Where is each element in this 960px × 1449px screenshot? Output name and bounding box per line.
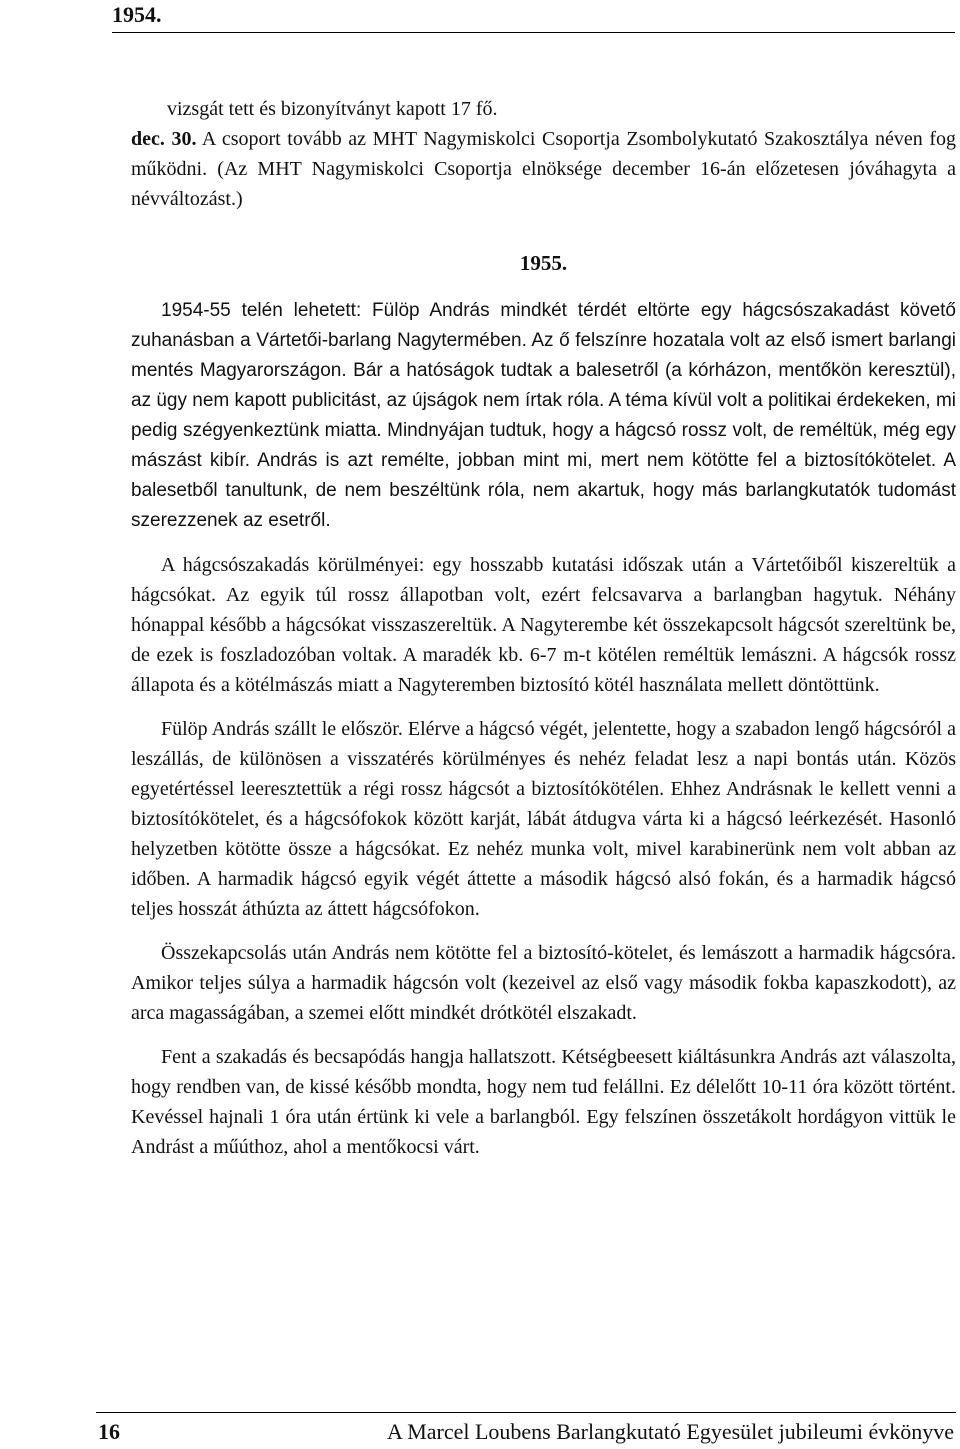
page-body: [131, 94, 956, 1176]
page-number: 16: [98, 1419, 120, 1444]
entry-continuation: [131, 94, 956, 124]
paragraph-intro: 1954-55 telén lehetett: Fülöp András mindkét térdét eltörte egy hágcsószakadást követő zuhanásban a Vártetői-barlang Nagytermében. Az ő felszínre hozatala volt az első ismert barlangi mentés Magyarországon. Bár a hatóságok tudtak a balesetről (a kórházon, mentőkön keresztül), az ügy nem kapott publicitást, az újságok nem írtak róla. A téma kívül volt a politikai érdekeken, mi pedig szégyenkeztünk miatta. Mindnyájan tudtuk, hogy a hágcsó rossz volt, de reméltük, még egy mászást kibír. András is azt remélte, jobban mint mi, mert nem kötötte fel a biztosítókötelet. A balesetből tanultunk, de nem beszéltünk róla, nem akartuk, hogy más barlangkutatók tudomást szerezzenek az esetről.: [131, 300, 956, 531]
header-rule: [112, 32, 955, 33]
running-header-year: 1954.: [112, 2, 162, 27]
entry-text: A csoport tovább az MHT Nagymiskolci Csoportja Zsombolykutató Szakosztálya néven fog működni. (Az MHT Nagymiskolci Csoportja elnöksége december 16-án előzetesen jóváhagyta a névváltozást.): [131, 128, 956, 210]
paragraph: A hágcsószakadás körülményei: egy hosszabb kutatási időszak után a Vártetőiből kiszereltük a hágcsókat. Az egyik túl rossz állapotban volt, ezért felcsavarva a barlangban hagytuk. Néhány hónappal később a hágcsókat visszaszereltük. A Nagyterembe két összekapcsolt hágcsót szereltünk be, de ezek is foszladozóban voltak. A maradék kb. 6-7 m-t kötélen reméltük lemászni. A hágcsók rossz állapota és a kötélmászás miatt a Nagyteremben biztosító kötél használata mellett döntöttünk.: [131, 554, 956, 696]
year-heading: 1955.: [519, 251, 568, 275]
paragraph: Összekapcsolás után András nem kötötte fel a biztosító-kötelet, és lemászott a harmadik hágcsóra. Amikor teljes súlya a harmadik hágcsón volt (kezeivel az első vagy második fokba kapaszkodott), az arca magasságában, a szemei előtt mindkét drótkötél elszakadt.: [131, 942, 956, 1024]
paragraph: Fent a szakadás és becsapódás hangja hallatszott. Kétségbeesett kiáltásunkra András azt válaszolta, hogy rendben van, de kissé később mondta, hogy nem tud felállni. Ez délelőtt 10-11 óra között történt. Kevéssel hajnali 1 óra után értünk ki vele a barlangból. Egy felszínen összetákolt hordágyon vittük le Andrást a műúthoz, ahol a mentőkocsi várt.: [131, 1046, 956, 1158]
paragraph: Fülöp András szállt le először. Elérve a hágcsó végét, jelentette, hogy a szabadon lengő hágcsóról a leszállás, de különösen a visszatérés körülményes és nehéz feladat lesz a napi bontás után. Közös egyetértéssel leeresztettük a régi rossz hágcsót a biztosítókötélen. Ehhez Andrásnak le kellett venni a biztosítókötelet, és a hágcsófokok között karját, lábát átdugva várta ki a hágcsó leérkezését. Hasonló helyzetben kötötte össze a hágcsókat. Ez nehéz munka volt, mivel karabinerünk nem volt abban az időben. A harmadik hágcsó egyik végét áttette a második hágcsó alsó fokán, és a harmadik hágcsó teljes hosszát áthúzta az áttett hágcsófokon.: [131, 718, 956, 920]
footer-rule: [96, 1412, 956, 1413]
entry-text: vizsgát tett és bizonyítványt kapott 17 fő.: [167, 98, 498, 120]
book-title: A Marcel Loubens Barlangkutató Egyesület jubileumi évkönyve: [387, 1419, 954, 1444]
entry-date: dec. 30.: [131, 128, 197, 150]
entry-dated: [131, 124, 956, 214]
